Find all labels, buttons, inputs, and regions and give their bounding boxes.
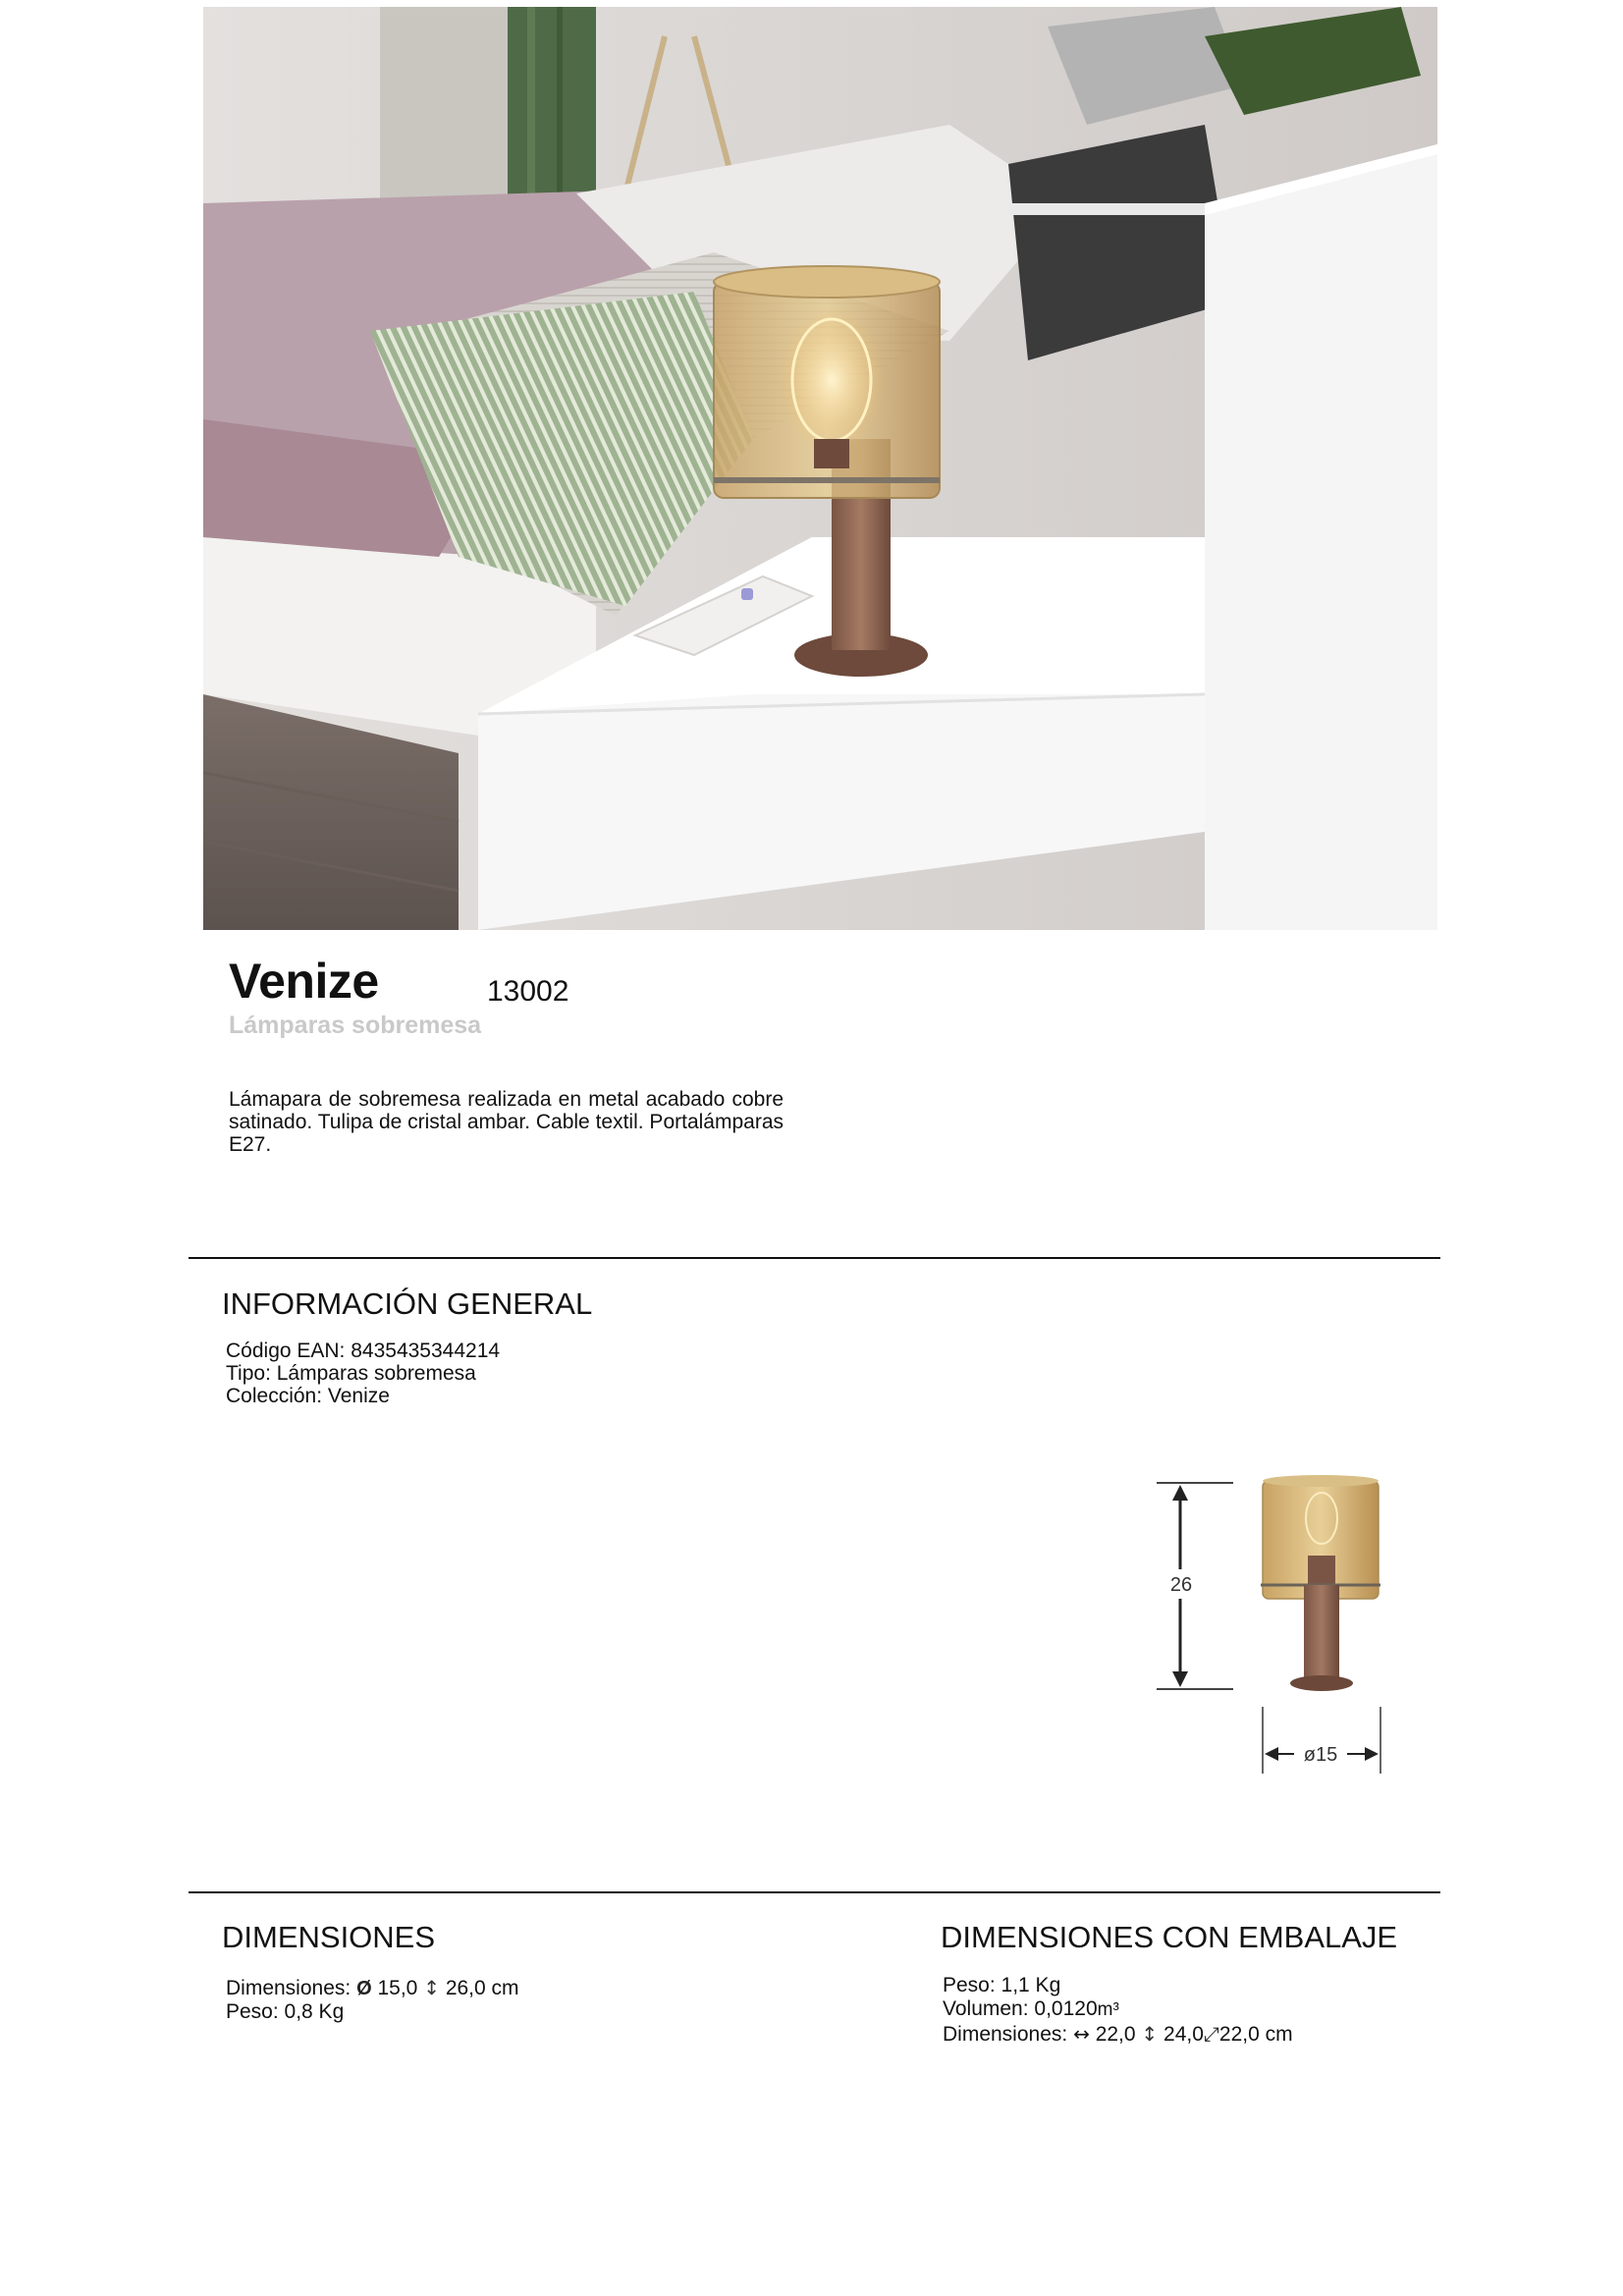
height-icon: ↕ <box>423 1976 440 1999</box>
general-info-list <box>226 1339 500 1407</box>
diameter-icon: Ø <box>356 1978 372 1999</box>
volume-value: Volumen: 0,0120 <box>943 1997 1098 2020</box>
cubic-meter-unit: m³ <box>1097 1999 1119 2020</box>
package-height-value: 24,0 <box>1163 2023 1204 2046</box>
width-icon: ↔ <box>1073 2022 1090 2046</box>
packaging-weight: Peso: 1,1 Kg <box>943 1974 1061 1996</box>
section-divider <box>189 1257 1440 1259</box>
height-dimension <box>1157 1483 1233 1689</box>
lamp-figure <box>1261 1475 1380 1691</box>
depth-icon: ⤢ <box>1203 2022 1219 2046</box>
packaging-title: DIMENSIONES CON EMBALAJE <box>941 1920 1398 1954</box>
weight-value: Peso: 0,8 Kg <box>226 2000 345 2023</box>
packaging-dimensions-label: Dimensiones: <box>943 2023 1068 2046</box>
product-photo <box>203 7 1437 930</box>
packaging-volume <box>943 1997 1293 2022</box>
product-category: Lámparas sobremesa <box>229 1011 482 1039</box>
dimensions-list <box>226 1977 519 2023</box>
dimensions-title: DIMENSIONES <box>222 1920 436 1954</box>
dimension-drawing <box>1147 1461 1382 1777</box>
diameter-dimension <box>1263 1707 1380 1774</box>
width-value: 22,0 <box>1095 2023 1136 2046</box>
product-type: Tipo: Lámparas sobremesa <box>226 1362 476 1385</box>
ean-code: Código EAN: 8435435344214 <box>226 1339 501 1362</box>
depth-value: 22,0 cm <box>1218 2023 1293 2046</box>
section-divider <box>189 1891 1440 1893</box>
height-label: 26 <box>1169 1574 1193 1596</box>
packaging-list <box>943 1974 1293 2047</box>
diameter-value: 15,0 <box>377 1977 418 1999</box>
product-code: 13002 <box>487 975 569 1008</box>
product-collection: Colección: Venize <box>226 1385 390 1407</box>
lamp-dimension-diagram <box>1147 1461 1382 1777</box>
dimensions-label: Dimensiones: <box>226 1977 352 1999</box>
height-value: 26,0 cm <box>445 1977 519 1999</box>
product-name: Venize <box>229 954 379 1009</box>
dimensions-row <box>226 1977 519 2000</box>
product-description: Lámapara de sobremesa realizada en metal acabado cobre satinado. Tulipa de cristal ambar. Cable textil. Portalámparas E27. <box>229 1088 784 1156</box>
bedroom-scene-illustration <box>203 7 1437 930</box>
diameter-label: ø15 <box>1303 1744 1338 1766</box>
packaging-dimensions-row <box>943 2022 1293 2047</box>
general-info-title: INFORMACIÓN GENERAL <box>222 1286 593 1321</box>
height-icon: ↕ <box>1141 2022 1159 2046</box>
